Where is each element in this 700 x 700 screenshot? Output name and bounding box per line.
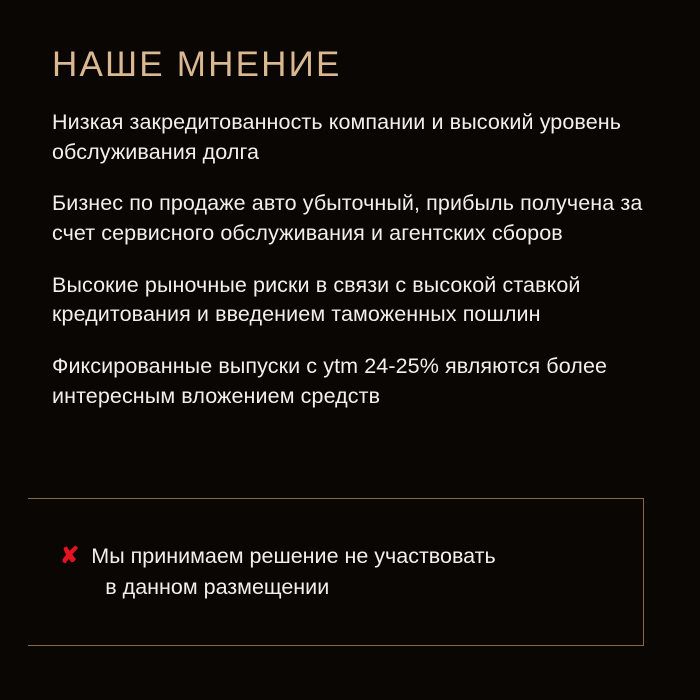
list-item: Фиксированные выпуски с ytm 24-25% являются более интересным вложением средств <box>52 353 608 408</box>
conclusion-box <box>28 498 644 646</box>
conclusion-text <box>91 541 591 602</box>
list-item: Высокие рыночные риски в связи с высокой ставкой кредитования и введением таможенных пошлин <box>52 272 581 327</box>
conclusion-line-2: в данном размещении <box>105 574 330 599</box>
conclusion-line-1: Мы принимаем решение не участвовать <box>91 544 496 568</box>
list-item: Низкая закредитованность компании и высокий уровень обслуживания долга <box>52 110 622 164</box>
conclusion-content <box>60 541 591 602</box>
cross-icon: ✘ <box>60 542 80 568</box>
page-title: НАШЕ МНЕНИЕ <box>52 45 342 84</box>
opinion-points-list <box>52 108 652 411</box>
list-item: Бизнес по продаже авто убыточный, прибыль получена за счет сервисного обслуживания и агентских сборов <box>52 191 643 245</box>
